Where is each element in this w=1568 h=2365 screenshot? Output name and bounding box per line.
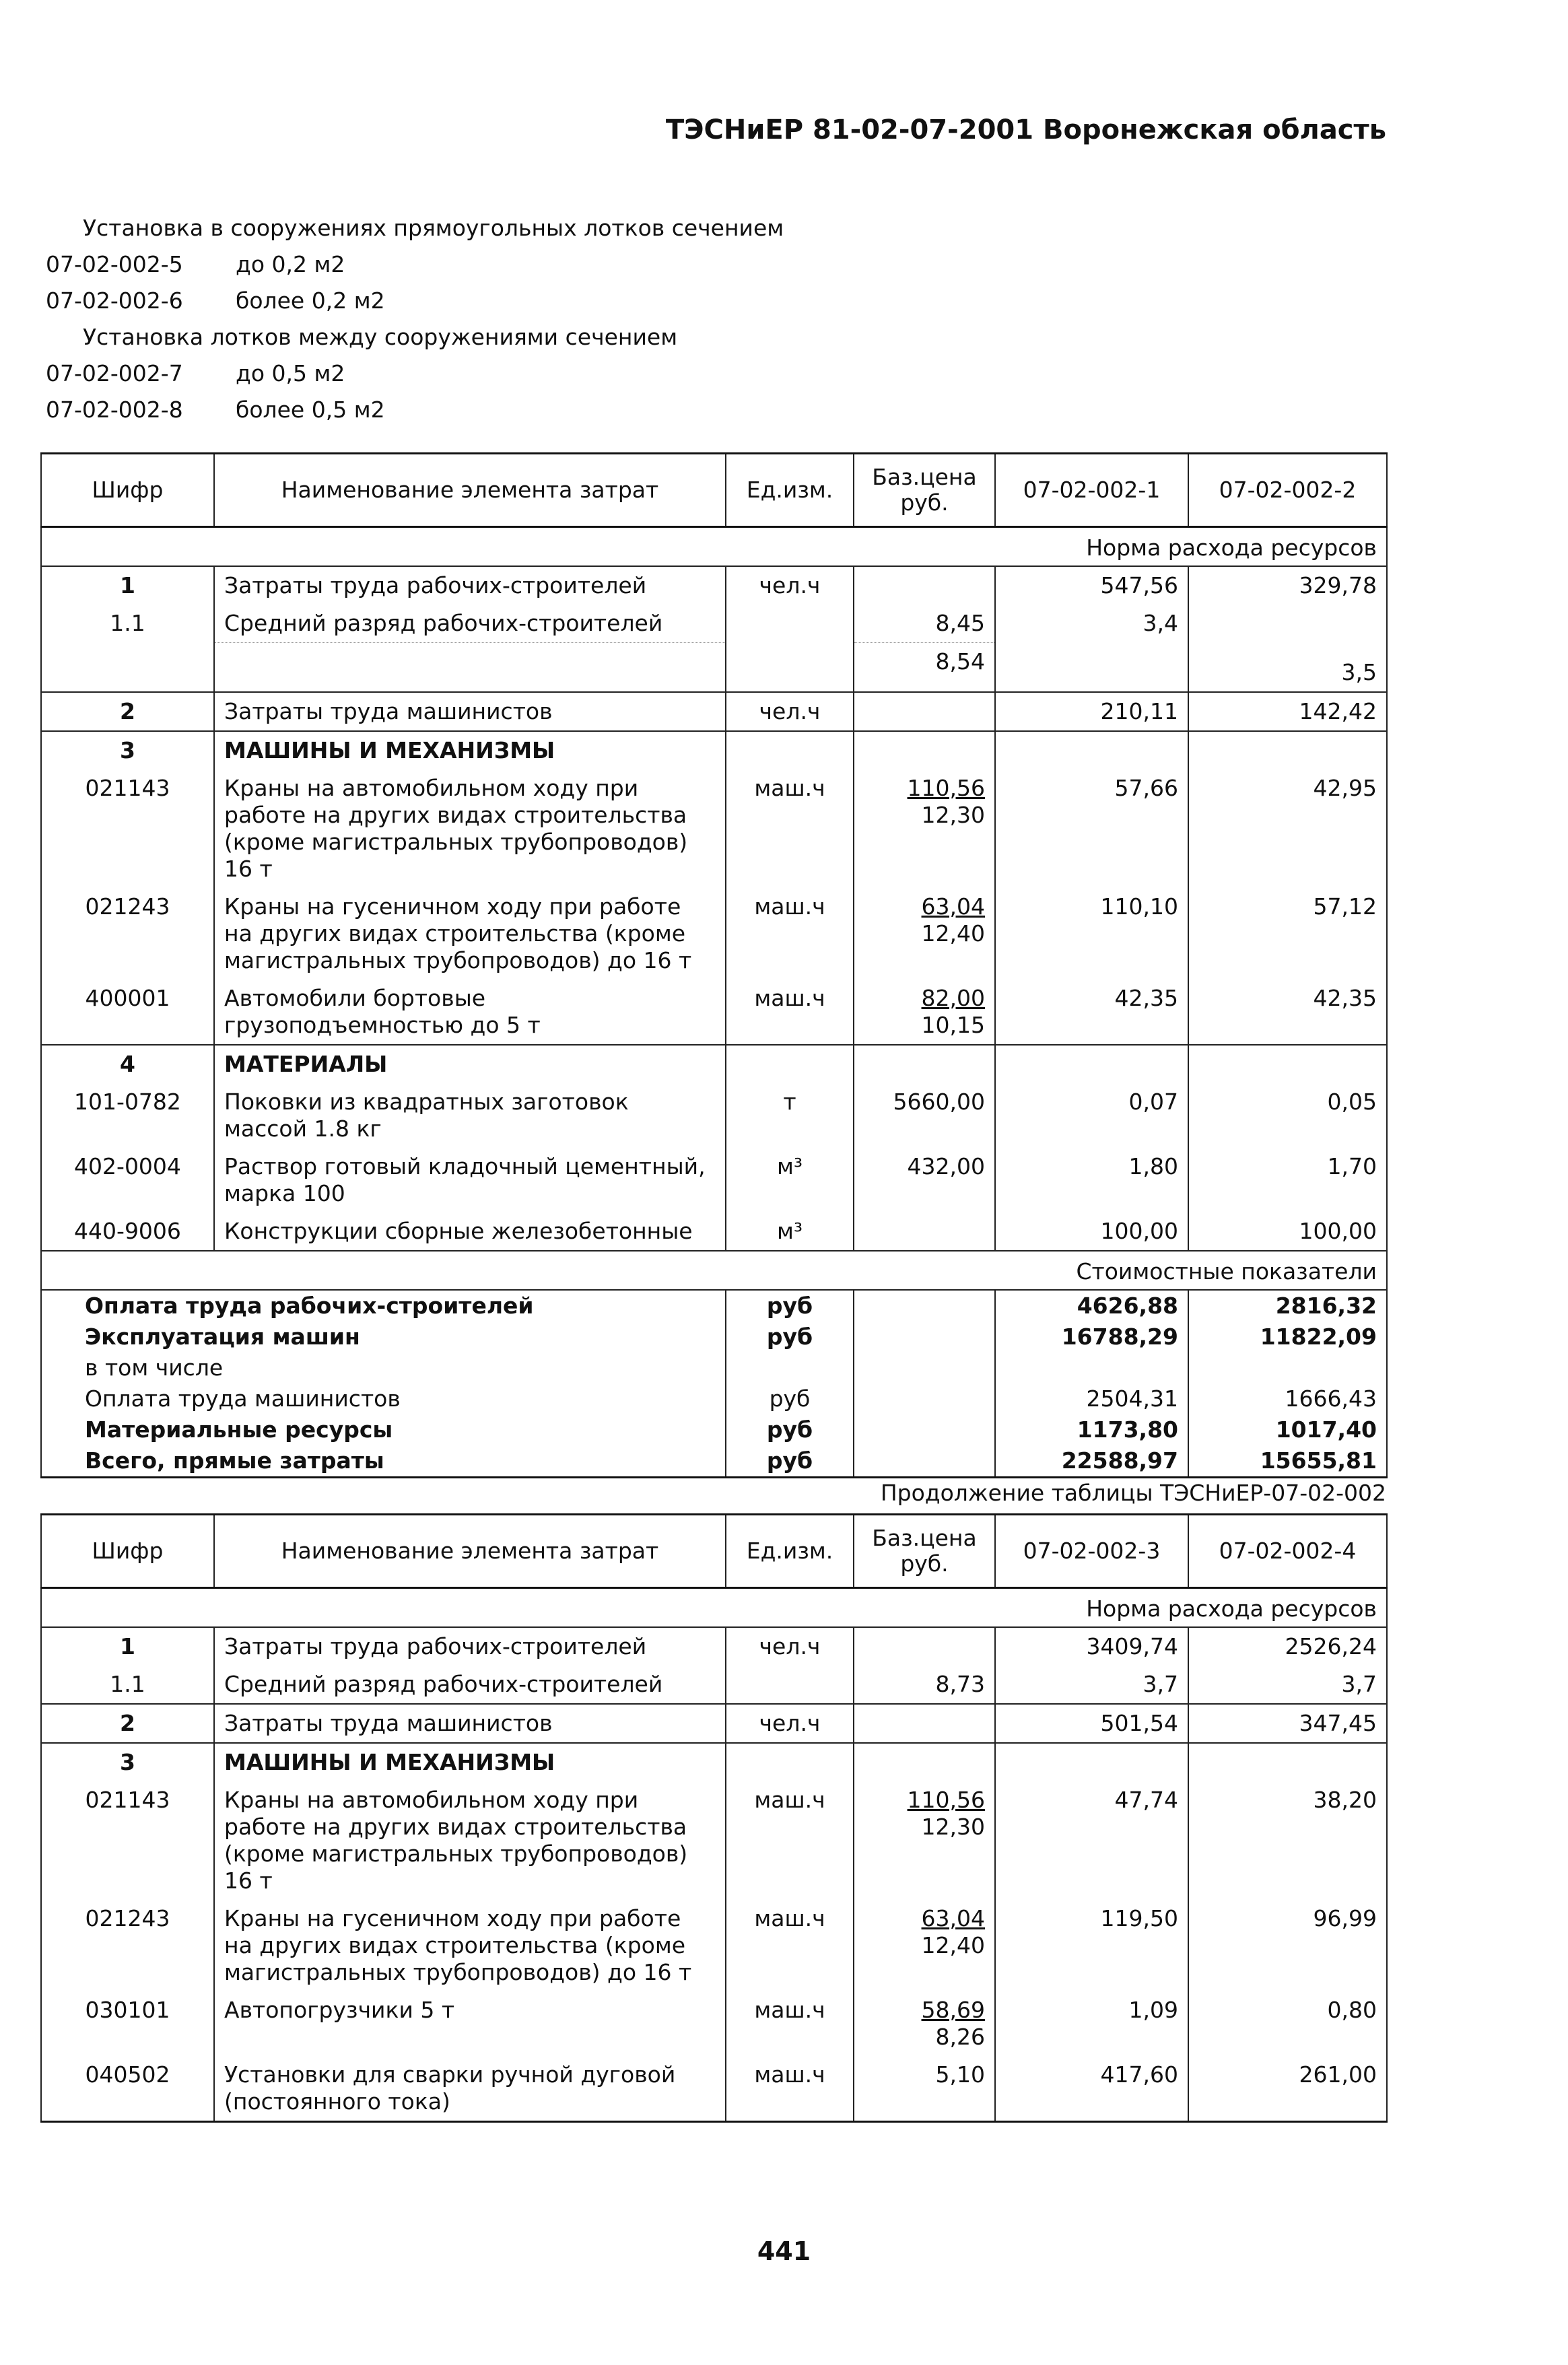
table-cell: 110,56 12,30 <box>854 1781 995 1900</box>
col-header-norm-1: 07-02-002-3 <box>995 1515 1188 1588</box>
table-cell: 100,00 <box>1188 1212 1387 1251</box>
table-row <box>41 1212 1387 1251</box>
table-cell <box>1188 1045 1387 1083</box>
table-row <box>41 1900 1387 1991</box>
col-header-norm-2: 07-02-002-2 <box>1188 454 1387 527</box>
table-cell: 100,00 <box>995 1212 1188 1251</box>
table-cell: руб <box>726 1445 854 1478</box>
table-cell <box>854 1704 995 1743</box>
table-row <box>41 1666 1387 1704</box>
table-cell: чел.ч <box>726 1704 854 1743</box>
table-cell: Краны на гусеничном ходу при работе на других видах строительства (кроме магистральных трубопроводов) до 16 т <box>214 1900 726 1991</box>
intro-item: 07-02-002-8 более 0,5 м2 <box>46 397 385 423</box>
table-cell: 210,11 <box>995 692 1188 731</box>
table-cell: 42,35 <box>1188 980 1387 1045</box>
col-header-unit: Ед.изм. <box>726 454 854 527</box>
table-cell: Оплата труда рабочих-строителей <box>41 1290 726 1322</box>
table-cell: 8,54 <box>854 643 995 692</box>
table-cell: Оплата труда машинистов <box>41 1383 726 1414</box>
table-cell: 030101 <box>41 1991 214 2056</box>
table-row <box>41 888 1387 980</box>
table-cell: 57,66 <box>995 769 1188 888</box>
col-header-code: Шифр <box>41 1515 214 1588</box>
table-row <box>41 769 1387 888</box>
table-row <box>41 1083 1387 1148</box>
table-cell <box>854 1045 995 1083</box>
band-cost <box>41 1251 1387 1290</box>
table-cell: Материальные ресурсы <box>41 1414 726 1445</box>
table-cell: МАТЕРИАЛЫ <box>214 1045 726 1083</box>
table-cell <box>854 1290 995 1322</box>
table-row <box>41 566 1387 605</box>
table-cell: 1666,43 <box>1188 1383 1387 1414</box>
table-cell <box>726 1045 854 1083</box>
table-cell: м³ <box>726 1212 854 1251</box>
table-cell: руб <box>726 1290 854 1322</box>
table-row <box>41 605 1387 643</box>
col-header-name: Наименование элемента затрат <box>214 1515 726 1588</box>
table-cell <box>41 643 214 692</box>
table-cell: 5,10 <box>854 2056 995 2122</box>
table-cell: 261,00 <box>1188 2056 1387 2122</box>
table-cell: Стоимостные показатели <box>41 1251 1387 1290</box>
intro-item: 07-02-002-5 до 0,2 м2 <box>46 251 345 277</box>
table-cell: Эксплуатация машин <box>41 1322 726 1352</box>
table-row <box>41 1704 1387 1743</box>
intro-item: 07-02-002-7 до 0,5 м2 <box>46 360 345 386</box>
section-row <box>41 1045 1387 1083</box>
table-cell <box>1188 605 1387 643</box>
table-cell: маш.ч <box>726 1781 854 1900</box>
table-cell: 0,80 <box>1188 1991 1387 2056</box>
table-cell: 42,35 <box>995 980 1188 1045</box>
table-cell: 432,00 <box>854 1148 995 1212</box>
table-cell: 42,95 <box>1188 769 1387 888</box>
table-cell: 501,54 <box>995 1704 1188 1743</box>
table-cell: 1,80 <box>995 1148 1188 1212</box>
table-cell: маш.ч <box>726 2056 854 2122</box>
table-cell: 2504,31 <box>995 1383 1188 1414</box>
table-cell <box>854 731 995 769</box>
col-header-unit: Ед.изм. <box>726 1515 854 1588</box>
table-cell: МАШИНЫ И МЕХАНИЗМЫ <box>214 731 726 769</box>
table-row <box>41 1991 1387 2056</box>
table-row <box>41 2056 1387 2122</box>
section-row <box>41 731 1387 769</box>
table-cell: 142,42 <box>1188 692 1387 731</box>
table-cell: маш.ч <box>726 1991 854 2056</box>
table-cell: Средний разряд рабочих-строителей <box>214 605 726 643</box>
table-cell: чел.ч <box>726 1627 854 1666</box>
table-cell <box>854 1627 995 1666</box>
table-cell: Затраты труда рабочих-строителей <box>214 1627 726 1666</box>
table-cell <box>854 566 995 605</box>
continuation-caption: Продолжение таблицы ТЭСНиЕР-07-02-002 <box>880 1480 1386 1506</box>
cost-table-1 <box>40 452 1388 1478</box>
table-cell: 16788,29 <box>995 1322 1188 1352</box>
table-cell: 63,04 12,40 <box>854 1900 995 1991</box>
table-cell: 63,04 12,40 <box>854 888 995 980</box>
col-header-price: Баз.цена руб. <box>854 1515 995 1588</box>
table-cell: 101-0782 <box>41 1083 214 1148</box>
table-cell: МАШИНЫ И МЕХАНИЗМЫ <box>214 1743 726 1781</box>
table-row <box>41 980 1387 1045</box>
table-cell: 82,00 10,15 <box>854 980 995 1045</box>
table-cell <box>1188 731 1387 769</box>
table-cell: 021243 <box>41 888 214 980</box>
table-cell: 329,78 <box>1188 566 1387 605</box>
table-row <box>41 1627 1387 1666</box>
table-cell: 3409,74 <box>995 1627 1188 1666</box>
table-cell: 1.1 <box>41 605 214 643</box>
table-cell: Затраты труда рабочих-строителей <box>214 566 726 605</box>
table-cell <box>995 1743 1188 1781</box>
table-cell: м³ <box>726 1148 854 1212</box>
summary-row <box>41 1414 1387 1445</box>
table-cell <box>995 731 1188 769</box>
band-norm <box>41 1588 1387 1628</box>
table-cell: 1 <box>41 1627 214 1666</box>
table-cell: 1 <box>41 566 214 605</box>
table-cell: 1.1 <box>41 1666 214 1704</box>
table-cell <box>726 1352 854 1383</box>
summary-row <box>41 1383 1387 1414</box>
table-cell <box>854 1383 995 1414</box>
table-cell: 38,20 <box>1188 1781 1387 1900</box>
table-cell: 3,5 <box>1188 643 1387 692</box>
table-cell: 1,09 <box>995 1991 1188 2056</box>
table-cell: Автопогрузчики 5 т <box>214 1991 726 2056</box>
table-row <box>41 1148 1387 1212</box>
table-cell: 119,50 <box>995 1900 1188 1991</box>
table-row <box>41 643 1387 692</box>
summary-row <box>41 1290 1387 1322</box>
table-cell: маш.ч <box>726 769 854 888</box>
table-cell: Норма расхода ресурсов <box>41 1588 1387 1628</box>
table-cell: т <box>726 1083 854 1148</box>
intro-block <box>46 210 784 428</box>
table-cell: 15655,81 <box>1188 1445 1387 1478</box>
col-header-name: Наименование элемента затрат <box>214 454 726 527</box>
table-cell: 0,07 <box>995 1083 1188 1148</box>
table-cell: 58,69 8,26 <box>854 1991 995 2056</box>
intro-line-2: Установка лотков между сооружениями сечением <box>83 324 678 350</box>
intro-item: 07-02-002-6 более 0,2 м2 <box>46 287 385 314</box>
table-cell <box>726 643 854 692</box>
table-cell <box>726 1743 854 1781</box>
table-cell: руб <box>726 1414 854 1445</box>
col-header-price: Баз.цена руб. <box>854 454 995 527</box>
page-number: 441 <box>757 2236 811 2266</box>
col-header-norm-1: 07-02-002-1 <box>995 454 1188 527</box>
table-cell: 3 <box>41 731 214 769</box>
table-cell: 3 <box>41 1743 214 1781</box>
table-cell <box>1188 1352 1387 1383</box>
table-cell <box>854 1743 995 1781</box>
summary-row <box>41 1322 1387 1352</box>
table-cell <box>726 605 854 643</box>
table-cell: 1,70 <box>1188 1148 1387 1212</box>
table-cell: 400001 <box>41 980 214 1045</box>
col-header-norm-2: 07-02-002-4 <box>1188 1515 1387 1588</box>
band-norm <box>41 527 1387 567</box>
table-cell: 547,56 <box>995 566 1188 605</box>
table-cell: Автомобили бортовые грузоподъемностью до 5 т <box>214 980 726 1045</box>
table-cell: 1173,80 <box>995 1414 1188 1445</box>
table-cell: 4626,88 <box>995 1290 1188 1322</box>
table-row <box>41 1781 1387 1900</box>
table-cell: 5660,00 <box>854 1083 995 1148</box>
table-cell <box>995 1045 1188 1083</box>
table-cell: 110,10 <box>995 888 1188 980</box>
table-cell <box>995 643 1188 692</box>
table-cell <box>854 1352 995 1383</box>
summary-row <box>41 1352 1387 1383</box>
table-cell: 021143 <box>41 769 214 888</box>
table-cell: Раствор готовый кладочный цементный, марка 100 <box>214 1148 726 1212</box>
table-cell: Краны на автомобильном ходу при работе на других видах строительства (кроме магистральных трубопроводов) 16 т <box>214 1781 726 1900</box>
table-cell: 47,74 <box>995 1781 1188 1900</box>
table-cell: Краны на гусеничном ходу при работе на других видах строительства (кроме магистральных трубопроводов) до 16 т <box>214 888 726 980</box>
table-row <box>41 692 1387 731</box>
table-cell <box>854 1414 995 1445</box>
table-cell: 11822,09 <box>1188 1322 1387 1352</box>
table-cell: 3,7 <box>995 1666 1188 1704</box>
table-cell: руб <box>726 1322 854 1352</box>
table-cell: 22588,97 <box>995 1445 1188 1478</box>
table-cell: Норма расхода ресурсов <box>41 527 1387 567</box>
table-cell: 2816,32 <box>1188 1290 1387 1322</box>
table-cell <box>854 692 995 731</box>
table-cell: 96,99 <box>1188 1900 1387 1991</box>
table-cell <box>854 1322 995 1352</box>
table-cell: маш.ч <box>726 980 854 1045</box>
table-cell <box>995 1352 1188 1383</box>
section-row <box>41 1743 1387 1781</box>
table-cell: Затраты труда машинистов <box>214 692 726 731</box>
table-cell <box>214 643 726 692</box>
table-cell: 110,56 12,30 <box>854 769 995 888</box>
table-cell: Средний разряд рабочих-строителей <box>214 1666 726 1704</box>
table-cell: 0,05 <box>1188 1083 1387 1148</box>
table-cell <box>726 731 854 769</box>
table-cell: 57,12 <box>1188 888 1387 980</box>
table-cell: 2526,24 <box>1188 1627 1387 1666</box>
table-cell: 8,73 <box>854 1666 995 1704</box>
document-header: ТЭСНиЕР 81-02-07-2001 Воронежская область <box>665 114 1386 145</box>
table-cell: Затраты труда машинистов <box>214 1704 726 1743</box>
table-cell: Поковки из квадратных заготовок массой 1.8 кг <box>214 1083 726 1148</box>
summary-row <box>41 1445 1387 1478</box>
table-cell: 417,60 <box>995 2056 1188 2122</box>
table-cell: в том числе <box>41 1352 726 1383</box>
table-cell: маш.ч <box>726 888 854 980</box>
table-cell <box>854 1212 995 1251</box>
table-cell: 347,45 <box>1188 1704 1387 1743</box>
table-cell: 8,45 <box>854 605 995 643</box>
table-cell: 021143 <box>41 1781 214 1900</box>
table-cell: 402-0004 <box>41 1148 214 1212</box>
table-cell: 440-9006 <box>41 1212 214 1251</box>
table-cell: чел.ч <box>726 692 854 731</box>
table-cell: Конструкции сборные железобетонные <box>214 1212 726 1251</box>
table-cell <box>854 1445 995 1478</box>
table-cell: чел.ч <box>726 566 854 605</box>
table-cell: 2 <box>41 692 214 731</box>
table-cell: Всего, прямые затраты <box>41 1445 726 1478</box>
table-cell: Краны на автомобильном ходу при работе на других видах строительства (кроме магистральных трубопроводов) 16 т <box>214 769 726 888</box>
table-cell <box>726 1666 854 1704</box>
table-cell: 1017,40 <box>1188 1414 1387 1445</box>
table-cell: 040502 <box>41 2056 214 2122</box>
table-cell: 3,4 <box>995 605 1188 643</box>
table-cell: руб <box>726 1383 854 1414</box>
col-header-code: Шифр <box>41 454 214 527</box>
table-cell: 2 <box>41 1704 214 1743</box>
cost-table-2 <box>40 1513 1388 2123</box>
table-cell: Установки для сварки ручной дуговой (постоянного тока) <box>214 2056 726 2122</box>
table-cell: 4 <box>41 1045 214 1083</box>
table-header-row <box>41 454 1387 527</box>
table-cell: маш.ч <box>726 1900 854 1991</box>
intro-line-1: Установка в сооружениях прямоугольных лотков сечением <box>83 215 784 241</box>
table-cell <box>1188 1743 1387 1781</box>
table-header-row <box>41 1515 1387 1588</box>
table-cell: 021243 <box>41 1900 214 1991</box>
table-cell: 3,7 <box>1188 1666 1387 1704</box>
